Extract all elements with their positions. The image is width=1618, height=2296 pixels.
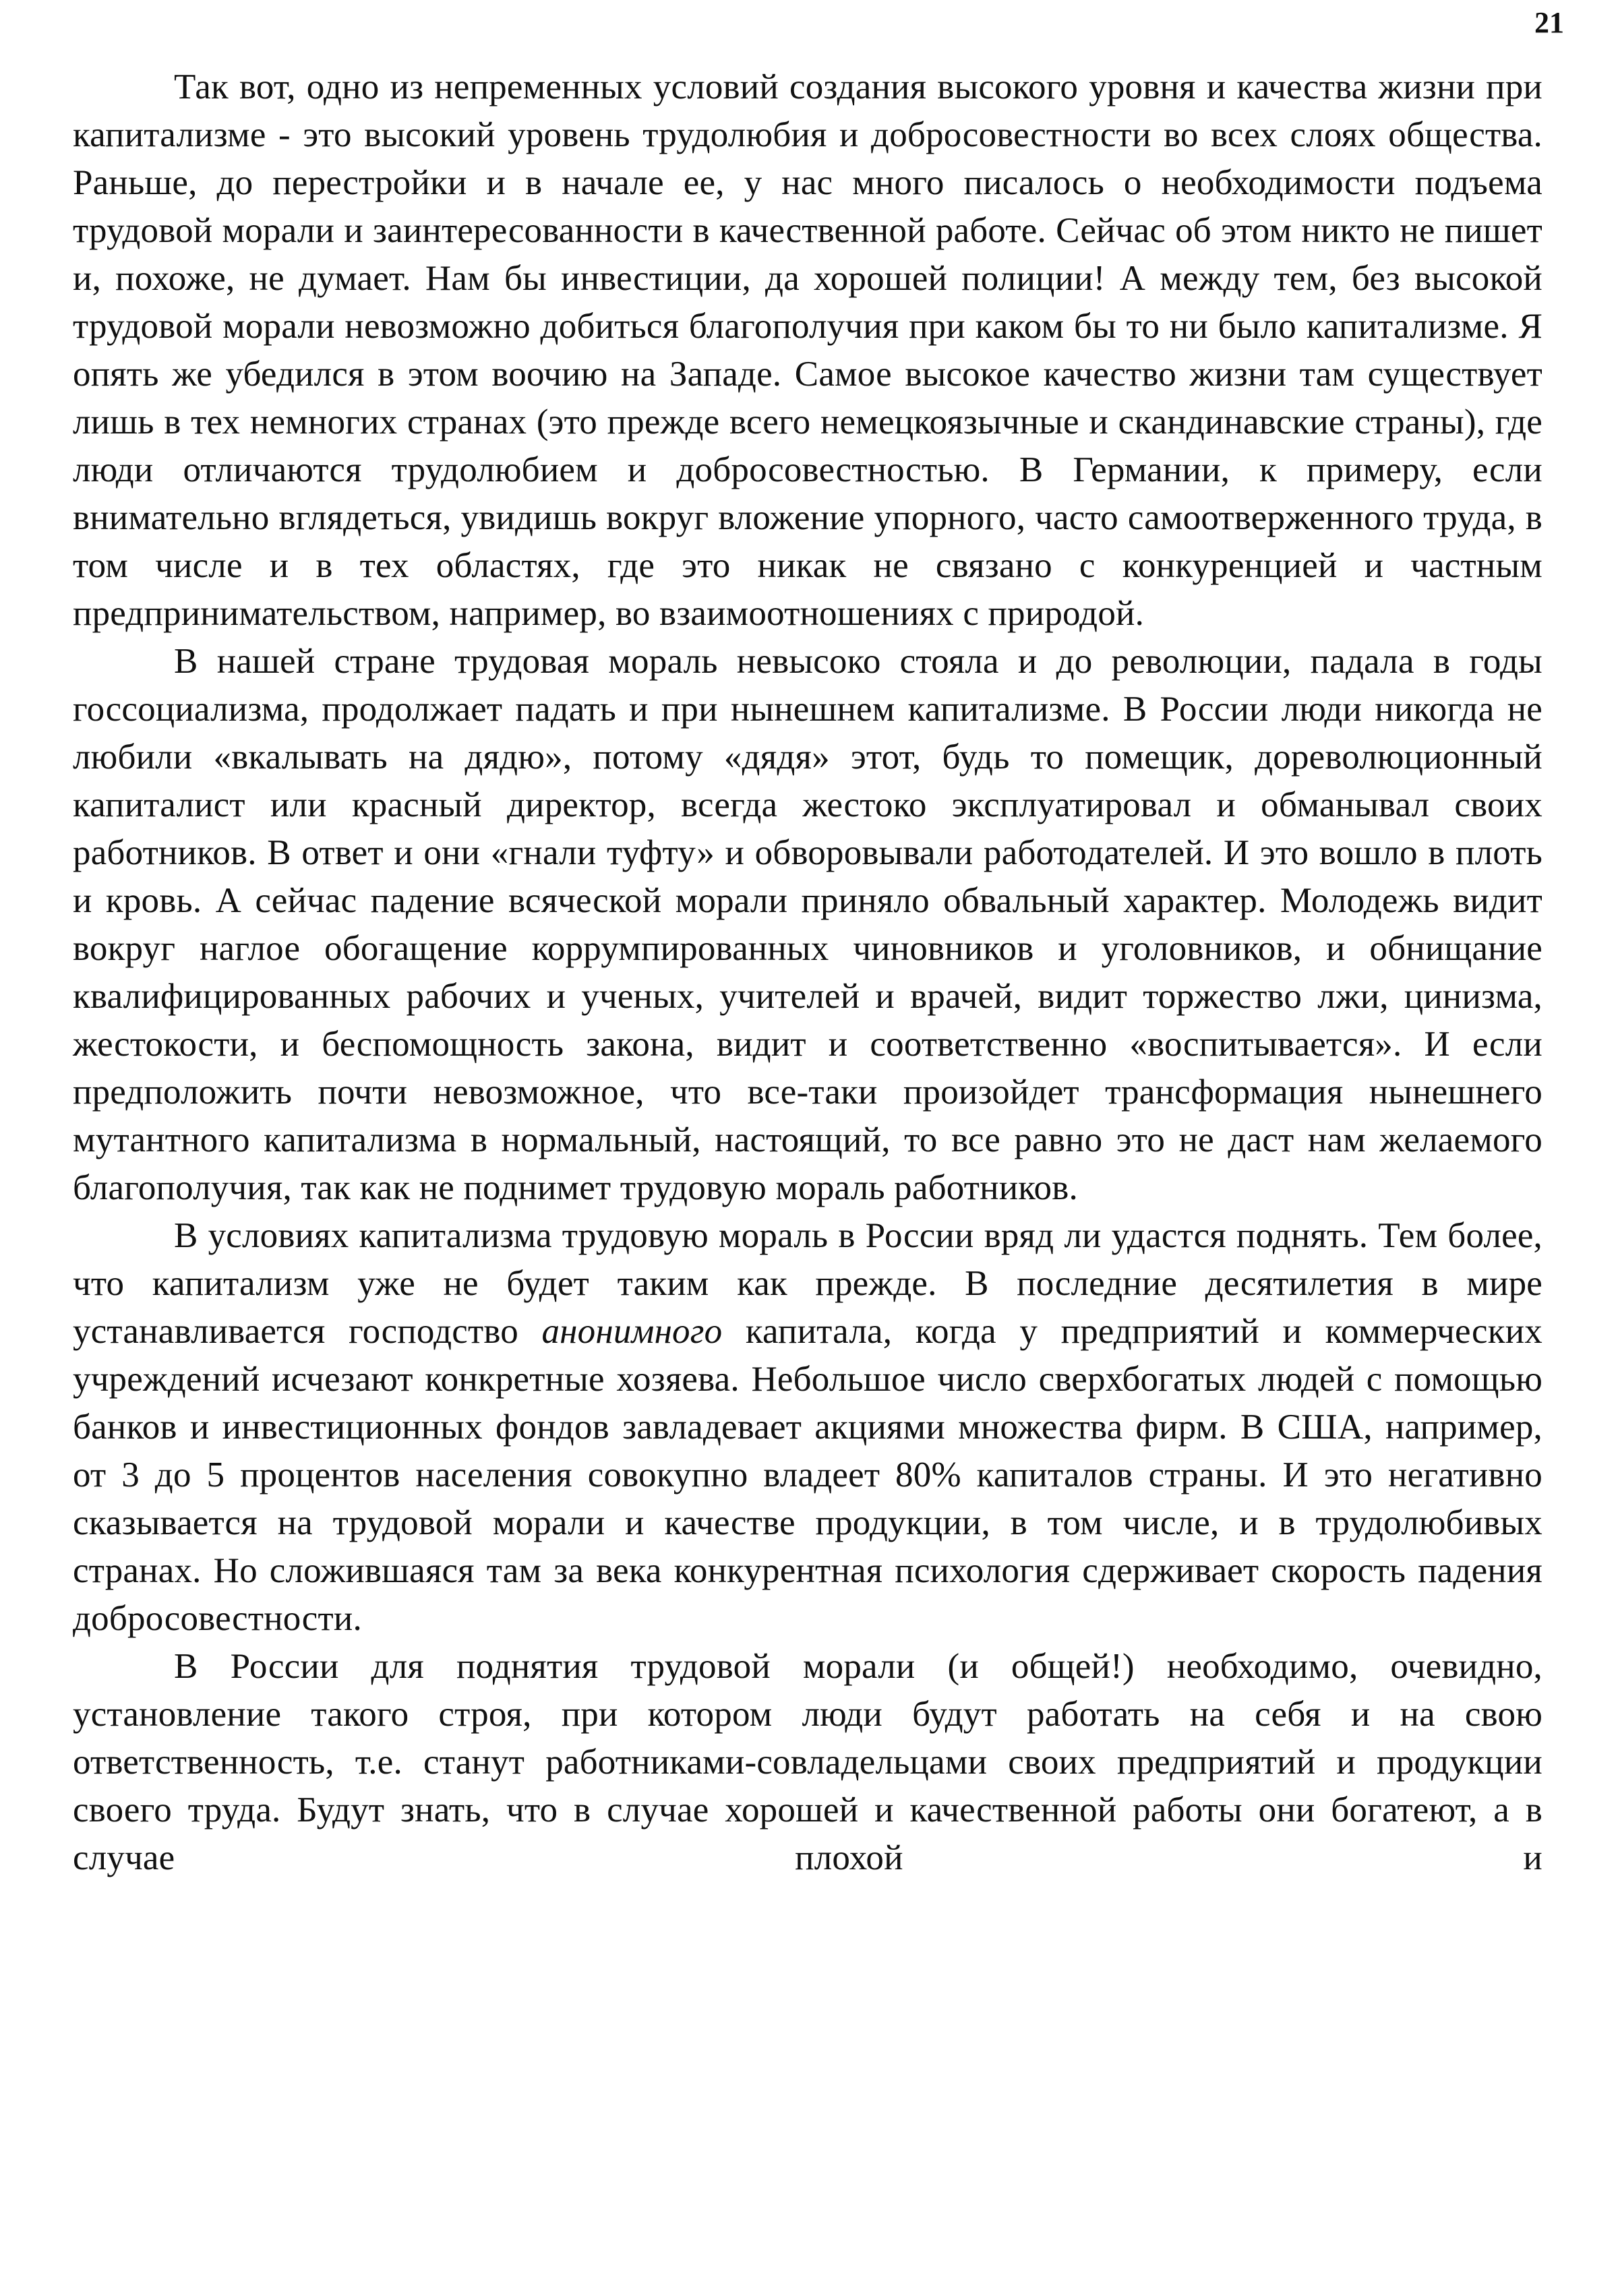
paragraph-3-text-end: капитала, когда у предприятий и коммерческих учреждений исчезают конкретные хозяева. Небольшое число сверхбогатых людей с помощью банков и инвестиционных фондов завладевает акциями множества фирм. В США, например, от 3 до 5 процентов населения совокупно владеет 80% капиталов страны. И это негативно сказывается на трудовой морали и качестве продукции, в том числе, и в трудолюбивых странах. Но сложившаяся там за века конкурентная психология сдерживает скорость падения добросовестности. xyxy=(73,1312,1542,1638)
body-text xyxy=(73,63,1542,1882)
page-number: 21 xyxy=(1534,6,1564,39)
paragraph-2: В нашей стране трудовая мораль невысоко стояла и до революции, падала в годы госсоциализма, продолжает падать и при нынешнем капитализме. В России люди никогда не любили «вкалывать на дядю», потому «дядя» этот, будь то помещик, дореволюционный капиталист или красный директор, всегда жестоко эксплуатировал и обманывал своих работников. В ответ и они «гнали туфту» и обворовывали работодателей. И это вошло в плоть и кровь. А сейчас падение всяческой морали приняло обвальный характер. Молодежь видит вокруг наглое обогащение коррумпированных чиновников и уголовников, и обнищание квалифицированных рабочих и ученых, учителей и врачей, видит торжество лжи, цинизма, жестокости, и беспомощность закона, видит и соответственно «воспитывается». И если предположить почти невозможное, что все-таки произойдет трансформация нынешнего мутантного капитализма в нормальный, настоящий, то все равно это не даст нам желаемого благополучия, так как не поднимет трудовую мораль работников. xyxy=(73,642,1542,1207)
paragraph-4: В России для поднятия трудовой морали (и общей!) необходимо, очевидно, установление такого строя, при котором люди будут работать на себя и на свою ответственность, т.е. станут работниками-совладельцами своих предприятий и продукции своего труда. Будут знать, что в случае хорошей и качественной работы они богатеют, а в случае плохой и xyxy=(73,1647,1542,1877)
paragraph-3-text-start: В условиях капитализма трудовую мораль в России вряд ли удастся поднять. Тем более, что капитализм уже не будет таким как прежде. В последние десятилетия в мире устанавливается господство xyxy=(73,1216,1542,1351)
paragraph-1: Так вот, одно из непременных условий создания высокого уровня и качества жизни при капитализме - это высокий уровень трудолюбия и добросовестности во всех слоях общества. Раньше, до перестройки и в начале ее, у нас много писалось о необходимости подъема трудовой морали и заинтересованности в качественной работе. Сейчас об этом никто не пишет и, похоже, не думает. Нам бы инвестиции, да хорошей полиции! А между тем, без высокой трудовой морали невозможно добиться благополучия при каком бы то ни было капитализме. Я опять же убедился в этом воочию на Западе. Самое высокое качество жизни там существует лишь в тех немногих странах (это прежде всего немецкоязычные и скандинавские страны), где люди отличаются трудолюбием и добросовестностью. В Германии, к примеру, если внимательно вглядеться, увидишь вокруг вложение упорного, часто самоотверженного труда, в том числе и в тех областях, где это никак не связано с конкуренцией и частным предпринимательством, например, во взаимоотношениях с природой. xyxy=(73,67,1542,633)
paragraph-3 xyxy=(73,1212,1542,1643)
emphasized-word: анонимного xyxy=(541,1312,723,1351)
